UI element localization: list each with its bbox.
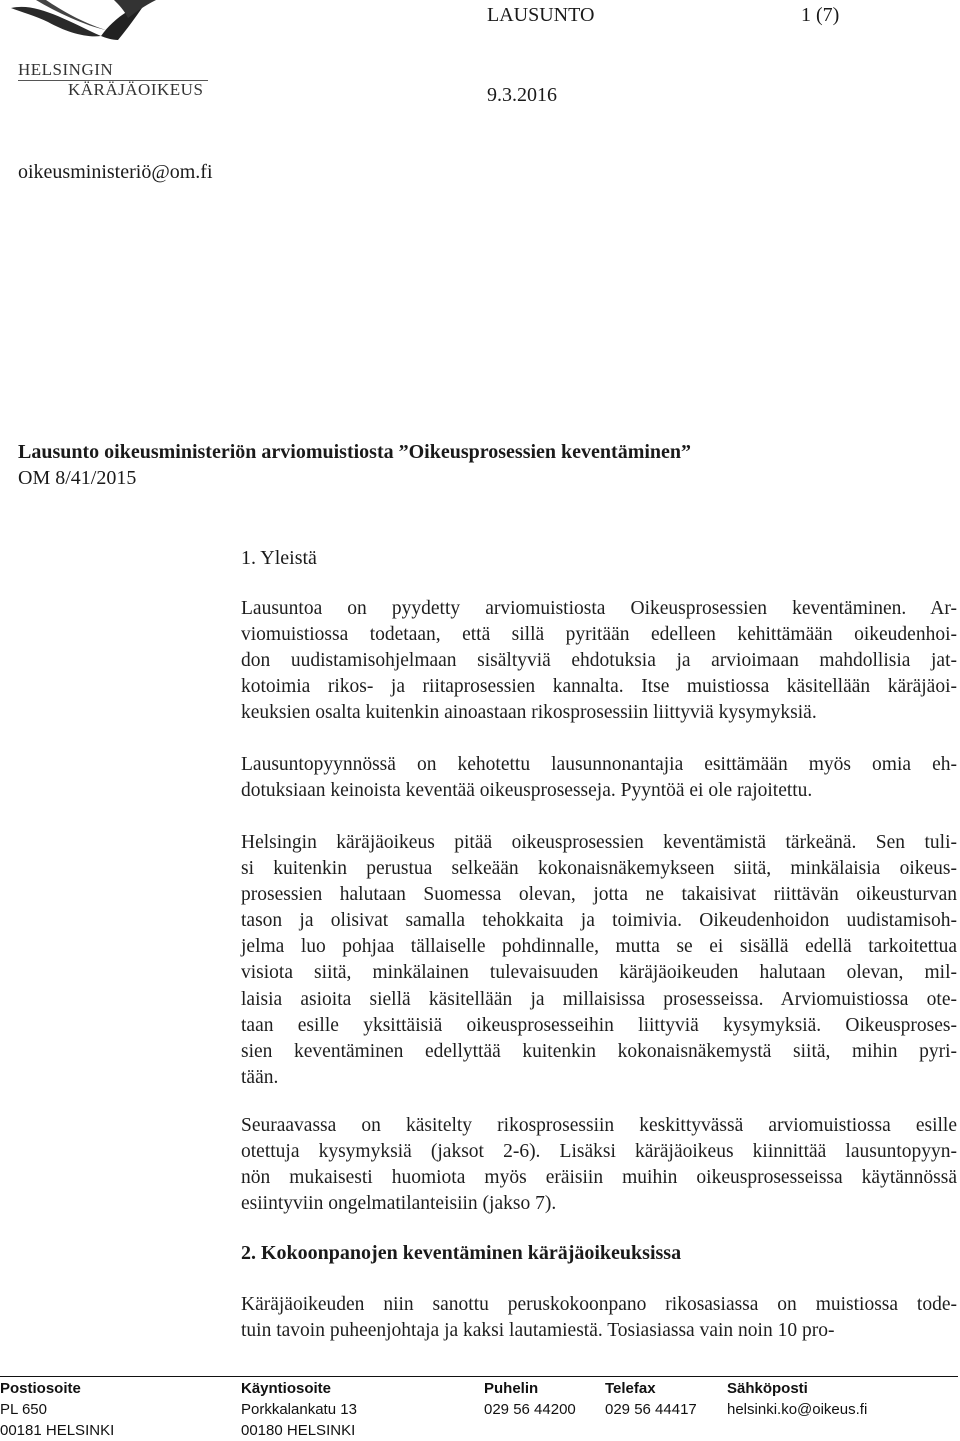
- paragraph-line: sien keventäminen edellyttää kuitenkin kokonaisnäkemystä siitä, mihin pyri-: [241, 1040, 957, 1062]
- paragraph-line: Seuraavassa on käsitelty rikosprosessiin keskittyvässä arviomuistiossa esille: [241, 1115, 957, 1136]
- footer-phone-value: 029 56 44200: [484, 1401, 576, 1418]
- section-1-paragraph-3: [241, 830, 957, 1091]
- section-2-paragraph-1: [241, 1292, 957, 1344]
- paragraph-line: prosessien halutaan Suomessa olevan, jotta ne takaisivat riittävän oikeusturvan: [241, 884, 957, 906]
- document-title: [18, 439, 691, 491]
- logo-text-line2: KÄRÄJÄOIKEUS: [68, 80, 204, 99]
- footer-postal: [0, 1378, 114, 1441]
- footer-phone: [484, 1378, 576, 1420]
- footer-fax: [605, 1378, 697, 1420]
- paragraph-line: Lausuntopyynnössä on kehotettu lausunnonantajia esittämään myös omia eh-: [241, 754, 957, 775]
- footer-postal-label: Postiosoite: [0, 1380, 81, 1397]
- footer-postal-line2: 00181 HELSINKI: [0, 1422, 115, 1439]
- paragraph-line: laisia asioita siellä käsitellään ja millaisissa prosesseissa. Arviomuistiossa ote-: [241, 988, 957, 1010]
- section-1-paragraph-4: [241, 1113, 957, 1217]
- footer-divider: [0, 1376, 958, 1377]
- paragraph-line: si kuitenkin perustua selkeään kokonaisnäkemykseen siitä, minkälaisia oikeus-: [241, 858, 957, 880]
- paragraph-line: taan esille yksittäisiä oikeusprosesseihin liittyviä kysymyksiä. Oikeusproses-: [241, 1014, 957, 1036]
- paragraph-line: Helsingin käräjäoikeus pitää oikeusprosessien keventämistä tärkeänä. Sen tuli-: [241, 832, 957, 853]
- title-line2: OM 8/41/2015: [18, 467, 137, 489]
- footer-visit-line1: Porkkalankatu 13: [241, 1401, 357, 1418]
- footer-email-label: Sähköposti: [727, 1380, 808, 1397]
- paragraph-line: don uudistamisohjelmaan sisältyviä ehdotuksia ja arvioimaan mahdollisia jat-: [241, 650, 957, 672]
- section-2-heading: 2. Kokoonpanojen keventäminen käräjäoikeuksissa: [241, 1242, 682, 1264]
- paragraph-line: tason ja olisivat samalla tehokkaita ja toimivia. Oikeudenhoidon uudistamisoh-: [241, 910, 957, 932]
- page-number: 1 (7): [801, 4, 840, 26]
- paragraph-line: Lausuntoa on pyydetty arviomuistiosta Oikeusprosessien keventäminen. Ar-: [241, 598, 957, 619]
- footer-visit: [241, 1378, 357, 1441]
- section-1-heading: 1. Yleistä: [241, 547, 317, 569]
- logo-text-line1: HELSINGIN: [18, 60, 114, 79]
- footer-visit-line2: 00180 HELSINKI: [241, 1422, 356, 1439]
- footer-postal-line1: PL 650: [0, 1401, 47, 1418]
- paragraph-line: jelma luo pohjaa tällaiselle pohdinnalle, mutta se ei sisällä edellä tarkoitettua: [241, 936, 957, 958]
- paragraph-line: Käräjäoikeuden niin sanottu peruskokoonpano rikosasiassa on muistiossa tode-: [241, 1294, 957, 1315]
- logo-emblem-icon: [6, 0, 166, 60]
- paragraph-line: kotoimia rikos- ja riitaprosessien kannalta. Itse muistiossa käsitellään käräjäoi-: [241, 676, 957, 698]
- title-line1: Lausunto oikeusministeriön arviomuistiosta ”Oikeusprosessien keventäminen”: [18, 441, 692, 463]
- section-1-paragraph-1: [241, 596, 957, 726]
- footer-phone-label: Puhelin: [484, 1380, 539, 1397]
- footer-fax-label: Telefax: [605, 1380, 656, 1397]
- footer-email: [727, 1378, 867, 1420]
- paragraph-line: nön mukaisesti huomiota myös eräisiin muihin oikeusprosesseissa käytännössä: [241, 1167, 957, 1189]
- footer-visit-label: Käyntiosoite: [241, 1380, 332, 1397]
- paragraph-line: tuin tavoin puheenjohtaja ja kaksi lautamiestä. Tosiasiassa vain noin 10 pro-: [241, 1320, 835, 1342]
- document-date: 9.3.2016: [487, 84, 557, 106]
- paragraph-line: esiintyviin ongelmatilanteisiin (jakso 7).: [241, 1193, 557, 1215]
- paragraph-line: otettuja kysymyksiä (jaksot 2-6). Lisäksi käräjäoikeus kiinnittää lausuntopyyn-: [241, 1141, 957, 1163]
- section-1-paragraph-2: [241, 752, 957, 804]
- paragraph-line: keuksien osalta kuitenkin ainoastaan rikosprosessiin liittyviä kysymyksiä.: [241, 702, 817, 724]
- paragraph-line: visiota siitä, minkälainen tulevaisuuden käräjäoikeuden halutaan olevan, mil-: [241, 962, 957, 984]
- paragraph-line: tään.: [241, 1066, 279, 1088]
- paragraph-line: viomuistiossa todetaan, että sillä pyritään edelleen kehittämään oikeudenhoi-: [241, 624, 957, 646]
- footer-email-value[interactable]: helsinki.ko@oikeus.fi: [727, 1401, 868, 1418]
- court-logo: [6, 0, 216, 100]
- document-type: LAUSUNTO: [487, 4, 595, 26]
- paragraph-line: dotuksiaan keinoista keventää oikeusprosesseja. Pyyntöä ei ole rajoitettu.: [241, 780, 813, 802]
- recipient-email: oikeusministeriö@om.fi: [18, 161, 213, 183]
- footer-fax-value: 029 56 44417: [605, 1401, 697, 1418]
